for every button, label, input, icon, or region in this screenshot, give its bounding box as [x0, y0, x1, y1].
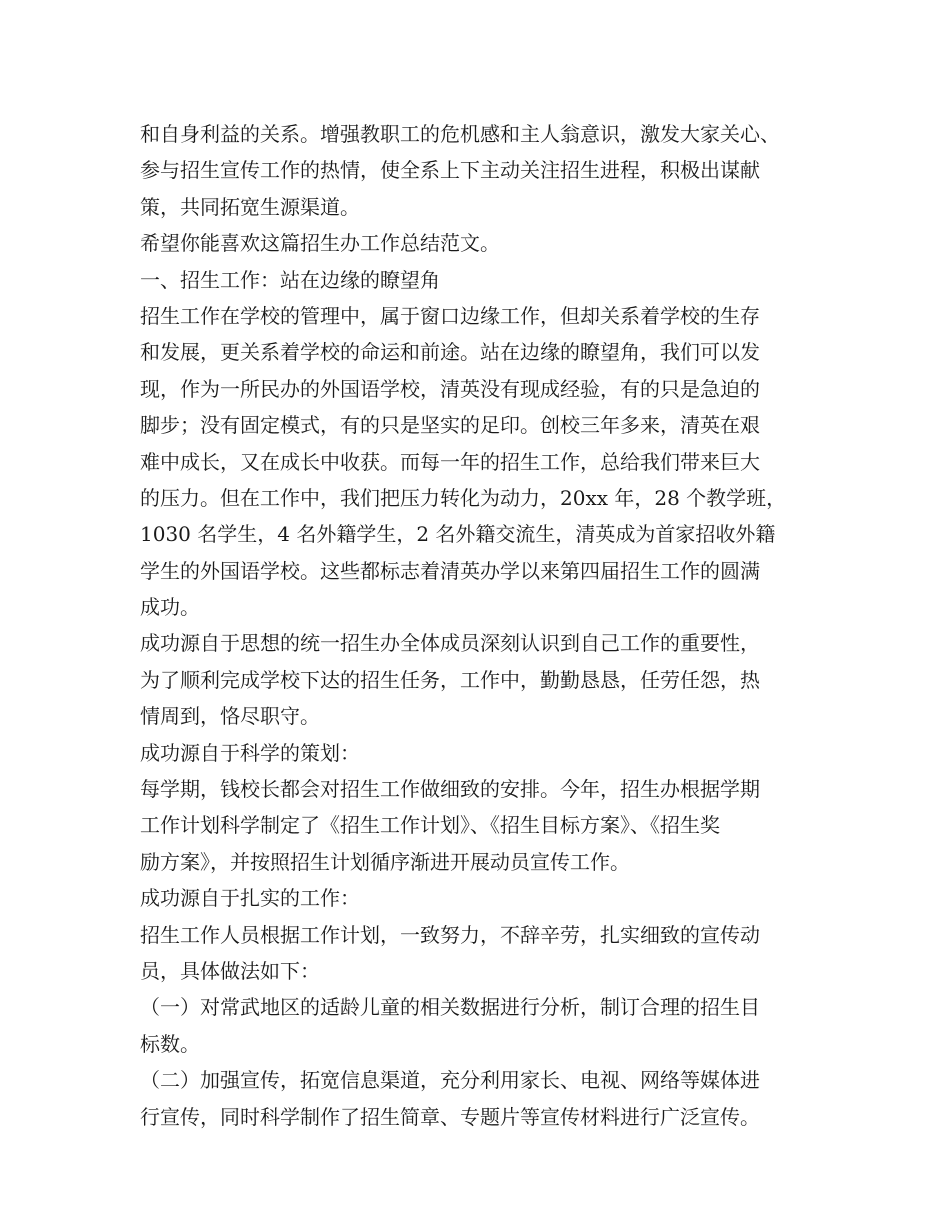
text-line: 希望你能喜欢这篇招生办工作总结范文。 — [140, 231, 500, 256]
text-line: 成功源自于科学的策划： — [140, 740, 360, 765]
text-line: 的压力。但在工作中，我们把压力转化为动力，20xx 年，28 个教学班， — [140, 485, 787, 510]
document-body — [140, 116, 840, 1135]
text-line: 学生的外国语学校。这些都标志着清英办学以来第四届招生工作的圆满 — [140, 558, 760, 583]
text-line: 工作计划科学制定了《招生工作计划》、《招生目标方案》、《招生奖 — [140, 813, 720, 838]
text-line: 行宣传，同时科学制作了招生简章、专题片等宣传材料进行广泛宣传。 — [140, 1104, 760, 1129]
text-line: 招生工作在学校的管理中，属于窗口边缘工作，但却关系着学校的生存 — [140, 303, 760, 328]
text-line: 每学期，钱校长都会对招生工作做细致的安排。今年，招生办根据学期 — [140, 777, 760, 802]
text-line: 成功源自于扎实的工作： — [140, 886, 360, 911]
text-line: 和自身利益的关系。增强教职工的危机感和主人翁意识，激发大家关心、 — [140, 122, 780, 146]
text-line: 和发展，更关系着学校的命运和前途。站在边缘的瞭望角，我们可以发 — [140, 340, 760, 365]
text-line: （一）对常武地区的适龄儿童的相关数据进行分析，制订合理的招生目 — [140, 995, 760, 1020]
text-line: 标数。 — [140, 1031, 200, 1056]
text-line: 参与招生宣传工作的热情，使全系上下主动关注招生进程，积极出谋献 — [140, 158, 760, 183]
text-line: （二）加强宣传，拓宽信息渠道，充分利用家长、电视、网络等媒体进 — [140, 1068, 760, 1093]
text-line: 脚步；没有固定模式，有的只是坚实的足印。创校三年多来，清英在艰 — [140, 413, 760, 438]
text-line: 现，作为一所民办的外国语学校，清英没有现成经验，有的只是急迫的 — [140, 376, 760, 401]
section-heading: 一、招生工作：站在边缘的瞭望角 — [140, 267, 440, 292]
text-line: 1030 名学生，4 名外籍学生，2 名外籍交流生，清英成为首家招收外籍 — [140, 522, 776, 547]
text-line: 成功。 — [140, 595, 200, 620]
text-line: 励方案》，并按照招生计划循序渐进开展动员宣传工作。 — [140, 849, 630, 874]
text-line: 为了顺利完成学校下达的招生任务，工作中，勤勤恳恳，任劳任怨，热 — [140, 667, 760, 692]
text-line: 招生工作人员根据工作计划，一致努力，不辞辛劳，扎实细致的宣传动 — [140, 922, 760, 947]
text-line: 策，共同拓宽生源渠道。 — [140, 194, 360, 219]
text-line: 难中成长，又在成长中收获。而每一年的招生工作，总给我们带来巨大 — [140, 449, 760, 474]
text-line: 成功源自于思想的统一招生办全体成员深刻认识到自己工作的重要性， — [140, 631, 760, 656]
text-line: 员，具体做法如下： — [140, 958, 320, 983]
text-line: 情周到，恪尽职守。 — [140, 704, 320, 729]
